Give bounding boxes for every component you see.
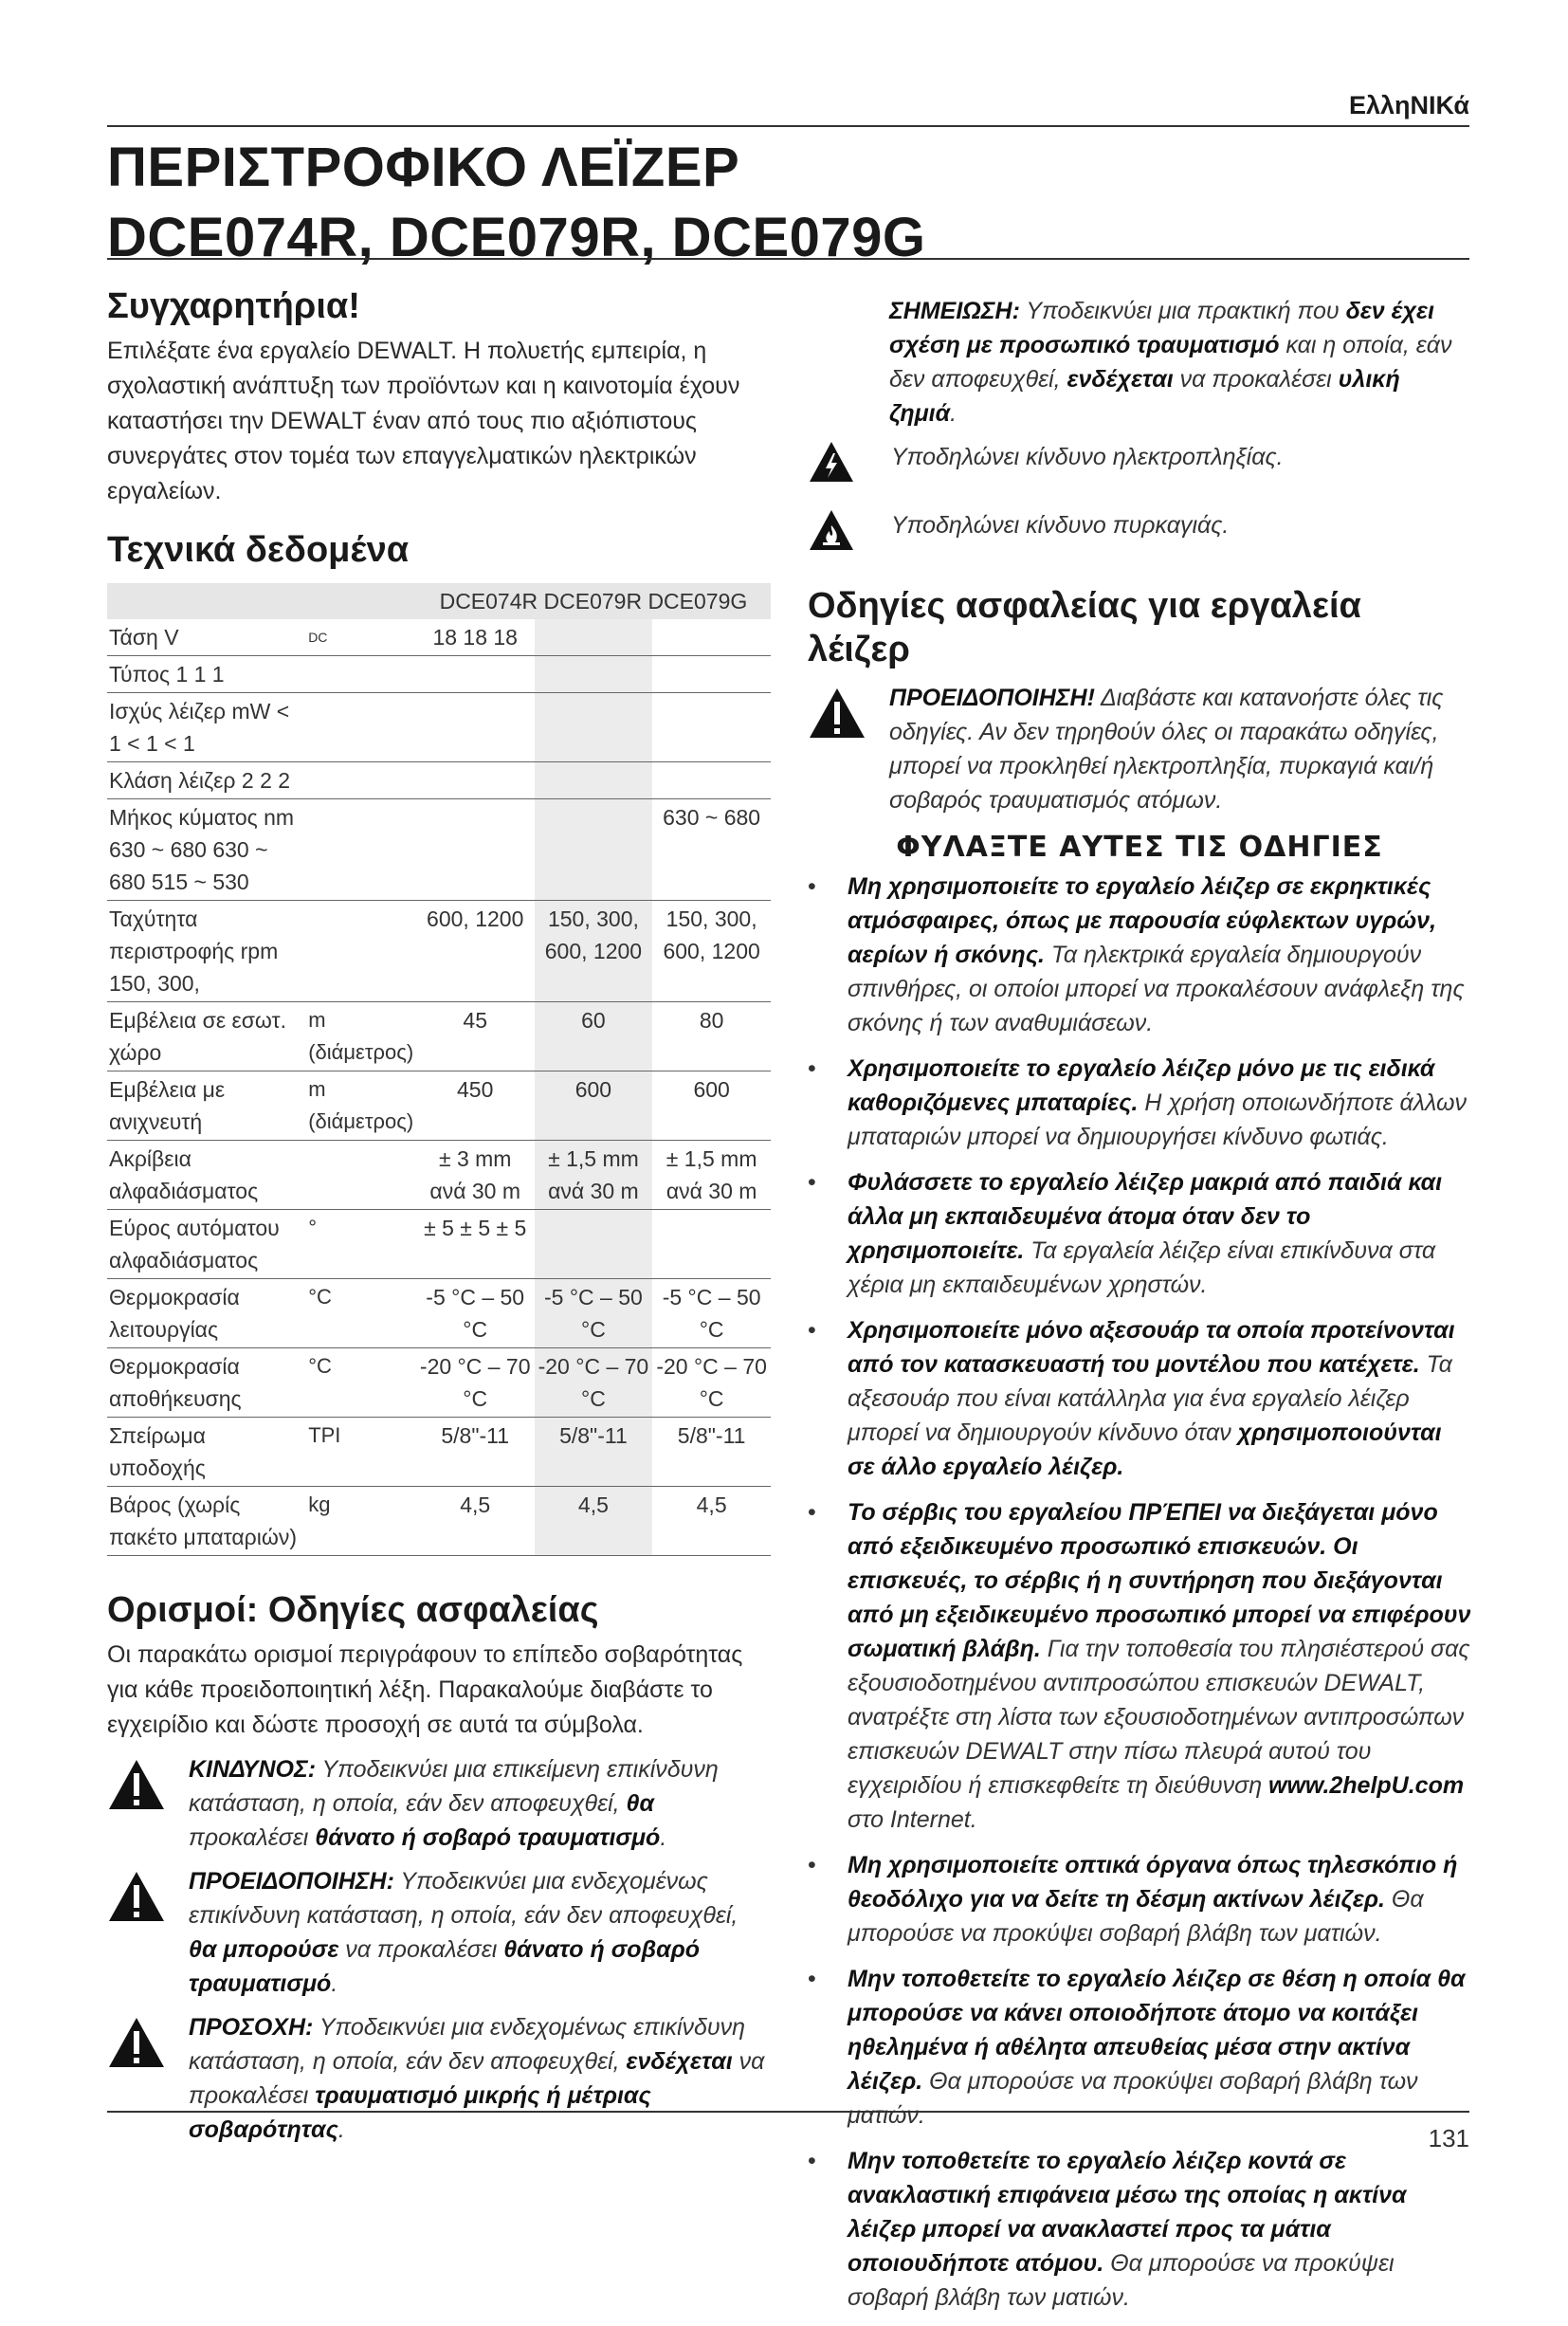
spec-cell: 45 — [416, 1002, 535, 1071]
page-number: 131 — [1428, 2124, 1469, 2152]
danger-text-1: Υποδεικνύει μια επικείμενη επικίνδυνη κατάσταση, η οποία, εάν δεν αποφευχθεί, — [189, 1756, 719, 1817]
bullet-text: Θα μπορούσε να προκύψει σοβαρή βλάβη των ματιών. — [848, 2068, 1418, 2129]
spec-cell: 60 — [535, 1002, 653, 1071]
safety-bullet — [808, 1052, 1471, 1154]
warning-text-1: Υποδεικνύει μια ενδεχομένως επικίνδυνη κατάσταση, η οποία, εάν δεν αποφευχθεί, — [189, 1868, 738, 1929]
warning-triangle-icon — [107, 1758, 166, 1821]
spec-cell: m (διάμετρος) — [306, 1071, 416, 1141]
laser-safety-list — [808, 870, 1471, 2315]
spec-cell: ° — [306, 1210, 416, 1279]
danger-text-2: προκαλέσει — [189, 1824, 316, 1851]
spec-cell: DC — [306, 619, 416, 656]
spec-cell: -20 °C – 70 °C — [535, 1348, 653, 1418]
spec-cell: Τάση V — [107, 619, 306, 656]
bullet-bold-text: Μη χρησιμοποιείτε το εργαλείο λέιζερ σε εκρηκτικές ατμόσφαιρες, όπως με παρουσία εύφλεκτων υγρών, αερίων ή σκόνης. — [848, 873, 1437, 968]
danger-bold-1: θα — [626, 1790, 654, 1817]
bullet-text: Θα μπορούσε να προκύψει σοβαρή βλάβη των ματιών. — [848, 2250, 1395, 2311]
bullet-text: Τα εργαλεία λέιζερ είναι επικίνδυνα στα χέρια μη εκπαιδευμένων χρηστών. — [848, 1237, 1436, 1298]
bullet-bold-text: Μην τοποθετείτε το εργαλείο λέιζερ κοντά σε ανακλαστική επιφάνεια μέσω της οποίας η ακτίνα λέιζερ μπορεί να ανακλαστεί προς τα μάτια οποιουδήποτε ατόμου. — [848, 2148, 1407, 2277]
left-column — [107, 284, 771, 2156]
intro-text: Επιλέξατε ένα εργαλείο DEWALT. Η πολυετής εμπειρία, η σχολαστική ανάπτυξη των προϊόντων και η καινοτομία έχουν καταστήσει την DEWALT έναν από τους πιο αξιόπιστους συνεργάτες στον τομέα των επαγγελματικών ηλεκτρικών εργαλείων. — [107, 338, 740, 504]
warning-text-3: . — [331, 1970, 338, 1997]
spec-cell — [535, 1210, 653, 1279]
caution-bold-1: ενδέχεται — [626, 2048, 733, 2075]
notice-text-3: να προκαλέσει — [1173, 366, 1339, 393]
spec-cell: m (διάμετρος) — [306, 1002, 416, 1071]
intro-heading: Συγχαρητήρια! — [107, 286, 360, 326]
spec-cell: Σπείρωμα υποδοχής — [107, 1418, 306, 1487]
right-column — [808, 284, 1471, 2326]
spec-cell: 150, 300, 600, 1200 — [652, 901, 771, 1002]
laser-warning-text: Διαβάστε και κατανοήστε όλες τις οδηγίες. Αν δεν τηρηθούν όλες οι παρακάτω οδηγίες, μπορεί να προκληθεί ηλεκτροπληξία, πυρκαγιά και/ή σοβαρός τραυματισμός ατόμων. — [889, 685, 1444, 814]
fire-symbol-text: Υποδηλώνει κίνδυνο πυρκαγιάς. — [891, 512, 1230, 539]
spec-row — [107, 1071, 771, 1141]
fire-symbol-item — [808, 508, 1471, 567]
caution-text-2: να προκαλέσει — [189, 2048, 765, 2109]
spec-cell: °C — [306, 1279, 416, 1348]
spec-cell: 450 — [416, 1071, 535, 1141]
spec-row — [107, 1279, 771, 1348]
definitions-heading: Ορισμοί: Οδηγίες ασφαλείας — [107, 1590, 599, 1630]
notice-text-4: . — [950, 400, 957, 427]
spec-cell — [535, 693, 653, 762]
spec-cell: Εμβέλεια σε εσωτ. χώρο — [107, 1002, 306, 1071]
caution-label: ΠΡΟΣΟΧΗ: — [189, 2014, 314, 2041]
spec-cell: 80 — [652, 1002, 771, 1071]
keep-instructions-heading: ΦΥΛΑΞΤΕ ΑΥΤΕΣ ΤΙΣ ΟΔΗΓΙΕΣ — [896, 831, 1383, 864]
notice-text-2: και η οποία, εάν δεν αποφευχθεί, — [889, 332, 1452, 393]
bullet-bold-text: χρησιμοποιούνται σε άλλο εργαλείο λέιζερ. — [848, 1419, 1442, 1480]
warning-triangle-icon — [808, 687, 866, 749]
spec-cell: 600, 1200 — [416, 901, 535, 1002]
spec-cell: -20 °C – 70 °C — [416, 1348, 535, 1418]
spec-cell: ± 1,5 mm ανά 30 m — [535, 1141, 653, 1210]
spec-cell: Εμβέλεια με ανιχνευτή — [107, 1071, 306, 1141]
footer-rule — [107, 2111, 1469, 2113]
spec-row — [107, 1418, 771, 1487]
bullet-bold-text: Φυλάσσετε το εργαλείο λέιζερ μακριά από παιδιά και άλλα μη εκπαιδευμένα άτομα όταν δεν το χρησιμοποιείτε. — [848, 1169, 1443, 1264]
spec-cell: Εύρος αυτόματου αλφαδιάσματος — [107, 1210, 306, 1279]
safety-bullet — [808, 2144, 1471, 2315]
bullet-text: στο Internet. — [848, 1806, 977, 1833]
spec-row — [107, 656, 771, 693]
bullet-text: Θα μπορούσε να προκύψει σοβαρή βλάβη των ματιών. — [848, 1886, 1424, 1947]
spec-cell: kg — [306, 1487, 416, 1556]
danger-definition — [107, 1752, 771, 1855]
language-label: ΕλληΝΙΚά — [1348, 91, 1469, 119]
spec-table — [107, 583, 771, 1556]
danger-text-3: . — [660, 1824, 667, 1851]
warning-bold-2: θάνατο ή σοβαρό τραυματισμό — [189, 1936, 701, 1997]
spec-cell — [416, 656, 535, 693]
spec-cell: Τύπος 1 1 1 — [107, 656, 306, 693]
caution-bold-2: τραυματισμό μικρής ή μέτριας σοβαρότητας — [189, 2082, 651, 2143]
spec-row — [107, 1210, 771, 1279]
spec-cell: -5 °C – 50 °C — [652, 1279, 771, 1348]
spec-cell — [416, 762, 535, 799]
spec-cell — [652, 619, 771, 656]
spec-cell: TPI — [306, 1418, 416, 1487]
spec-cell — [652, 693, 771, 762]
caution-text-3: . — [337, 2116, 345, 2143]
spec-cell — [652, 656, 771, 693]
spec-cell: 600 — [652, 1071, 771, 1141]
safety-bullet — [808, 1313, 1471, 1484]
spec-cell: °C — [306, 1348, 416, 1418]
laser-warning-label: ΠΡΟΕΙΔΟΠΟΙΗΣΗ! — [889, 685, 1095, 711]
safety-bullet — [808, 1165, 1471, 1302]
warning-definition — [107, 1864, 771, 2001]
bullet-bold-text: Μη χρησιμοποιείτε οπτικά όργανα όπως τηλεσκόπιο ή θεοδόλιχο για να δείτε τη δέσμη ακτίνων λέιζερ. — [848, 1852, 1458, 1913]
spec-cell: 5/8"-11 — [416, 1418, 535, 1487]
bullet-bold-text: Χρησιμοποιείτε το εργαλείο λέιζερ μόνο με τις ειδικά καθοριζόμενες μπαταρίες. — [848, 1055, 1435, 1116]
notice-definition — [808, 294, 1471, 430]
page-title — [107, 133, 1469, 273]
spec-cell: Κλάση λέιζερ 2 2 2 — [107, 762, 306, 799]
spec-cell: -5 °C – 50 °C — [416, 1279, 535, 1348]
spec-cell: Θερμοκρασία λειτουργίας — [107, 1279, 306, 1348]
spec-cell — [306, 799, 416, 901]
spec-row — [107, 1141, 771, 1210]
notice-bold-3: υλική ζημιά — [889, 366, 1400, 427]
warning-triangle-icon — [107, 1870, 166, 1932]
spec-cell — [416, 799, 535, 901]
caution-text-1: Υποδεικνύει μια ενδεχομένως επικίνδυνη κατάσταση, η οποία, εάν δεν αποφευχθεί, — [189, 2014, 746, 2075]
danger-label: ΚΙΝΔΥΝΟΣ: — [189, 1756, 317, 1783]
spec-cell: Ισχύς λέιζερ mW < 1 < 1 < 1 — [107, 693, 306, 762]
spec-cell: Βάρος (χωρίς πακέτο μπαταριών) — [107, 1487, 306, 1556]
title-line-1: ΠΕΡΙΣΤΡΟΦΙΚΟ ΛΕΪΖΕΡ — [107, 137, 740, 198]
electric-symbol-item — [808, 440, 1471, 499]
spec-row — [107, 762, 771, 799]
spec-row — [107, 1348, 771, 1418]
bullet-bold-text: Χρησιμοποιείτε μόνο αξεσουάρ τα οποία προτείνονται από τον κατασκευαστή του μοντέλου που κατέχετε. — [848, 1317, 1455, 1378]
tech-data-heading: Τεχνικά δεδομένα — [107, 530, 410, 570]
safety-bullet — [808, 1495, 1471, 1837]
spec-cell: ± 3 mm ανά 30 m — [416, 1141, 535, 1210]
spec-cell — [306, 762, 416, 799]
laser-safety-heading: Οδηγίες ασφαλείας για εργαλεία λέιζερ — [808, 586, 1361, 669]
spec-cell: ± 1,5 mm ανά 30 m — [652, 1141, 771, 1210]
electric-symbol-text: Υποδηλώνει κίνδυνο ηλεκτροπληξίας. — [891, 444, 1284, 470]
spec-cell — [306, 1141, 416, 1210]
warning-triangle-icon — [107, 2016, 166, 2079]
spec-cell — [306, 693, 416, 762]
bullet-bold-text: Μην τοποθετείτε το εργαλείο λέιζερ σε θέση η οποία θα μπορούσε να κάνει οποιοδήποτε άτομο να κοιτάξει ηθελημένα ή αθέλητα απευθείας μέσα στην ακτίνα λέιζερ. — [848, 1966, 1466, 2095]
spec-cell: 630 ~ 680 — [652, 799, 771, 901]
notice-text-1: Υποδεικνύει μια πρακτική που — [1019, 298, 1346, 324]
danger-bold-2: θάνατο ή σοβαρό τραυματισμό — [315, 1824, 661, 1851]
notice-bold-2: ενδέχεται — [1067, 366, 1174, 393]
safety-bullet — [808, 870, 1471, 1040]
bullet-text: Η χρήση οποιωνδήποτε άλλων μπαταριών μπορεί να δημιουργήσει κίνδυνο φωτιάς. — [848, 1090, 1467, 1150]
spec-cell: Ακρίβεια αλφαδιάσματος — [107, 1141, 306, 1210]
spec-cell — [535, 799, 653, 901]
spec-cell — [652, 762, 771, 799]
spec-row — [107, 619, 771, 656]
caution-definition — [107, 2010, 771, 2147]
spec-cell: 4,5 — [416, 1487, 535, 1556]
notice-bold-1: δεν έχει σχέση με προσωπικό τραυματισμό — [889, 298, 1434, 358]
spec-cell — [535, 762, 653, 799]
safety-bullet — [808, 1962, 1471, 2133]
spec-row — [107, 1487, 771, 1556]
bullet-bold-text: www.2helpU.com — [1268, 1772, 1465, 1799]
warning-label: ΠΡΟΕΙΔΟΠΟΙΗΣΗ: — [189, 1868, 394, 1895]
spec-cell: 4,5 — [535, 1487, 653, 1556]
spec-cell — [535, 656, 653, 693]
spec-cell: Μήκος κύματος nm 630 ~ 680 630 ~ 680 515 ~ 530 — [107, 799, 306, 901]
spec-header-models: DCE074R DCE079R DCE079G — [416, 583, 771, 619]
spec-cell — [652, 1210, 771, 1279]
spec-header-row — [107, 583, 771, 619]
spec-cell: 5/8"-11 — [652, 1418, 771, 1487]
warning-bold-1: θα μπορούσε — [189, 1936, 339, 1963]
spec-row — [107, 799, 771, 901]
notice-label: ΣΗΜΕΙΩΣΗ: — [889, 298, 1020, 324]
bullet-bold-text: Το σέρβις του εργαλείου ΠΡΈΠΕΙ να διεξάγεται μόνο από εξειδικευμένο προσωπικό επισκευών. Οι επισκευές, το σέρβις ή η συντήρηση που διεξάγονται από μη εξειδικευμένο προσωπικό μπορεί να επιφέρουν σωματική βλάβη. — [848, 1499, 1471, 1662]
spec-cell: 150, 300, 600, 1200 — [535, 901, 653, 1002]
bullet-text: Για την τοποθεσία του πλησιέστερού σας εξουσιοδοτημένου αντιπροσώπου επισκευών DEWALT, ανατρέξτε στη λίστα των εξουσιοδοτημένων αντιπροσώπων επισκευών DEWALT στην πίσω πλευρά αυτού του εγχειριδίου ή επισκεφθείτε τη διεύθυνση — [848, 1636, 1470, 1799]
bullet-text: Τα ηλεκτρικά εργαλεία δημιουργούν σπινθήρες, οι οποίοι μπορεί να προκαλέσουν ανάφλεξη της σκόνης ή των αναθυμιάσεων. — [848, 942, 1465, 1036]
spec-row — [107, 693, 771, 762]
laser-warning — [808, 681, 1471, 817]
spec-cell: Ταχύτητα περιστροφής rpm 150, 300, — [107, 901, 306, 1002]
spec-cell: 600 — [535, 1071, 653, 1141]
spec-cell: Θερμοκρασία αποθήκευσης — [107, 1348, 306, 1418]
spec-cell: -20 °C – 70 °C — [652, 1348, 771, 1418]
spec-cell — [535, 619, 653, 656]
title-line-2: DCE074R, DCE079R, DCE079G — [107, 207, 926, 268]
spec-cell — [306, 901, 416, 1002]
title-rule — [107, 258, 1469, 260]
bullet-text: Τα αξεσουάρ που είναι κατάλληλα για ένα εργαλείο λέιζερ μπορεί να δημιουργούν κίνδυνο όταν — [848, 1351, 1452, 1446]
spec-row — [107, 901, 771, 1002]
spec-cell: -5 °C – 50 °C — [535, 1279, 653, 1348]
fire-icon — [808, 508, 855, 561]
header-rule — [107, 125, 1469, 127]
spec-cell: 5/8"-11 — [535, 1418, 653, 1487]
spec-cell — [416, 693, 535, 762]
spec-cell: 18 18 18 — [416, 619, 535, 656]
safety-bullet — [808, 1848, 1471, 1951]
spec-cell: ± 5 ± 5 ± 5 — [416, 1210, 535, 1279]
spec-row — [107, 1002, 771, 1071]
spec-cell — [306, 656, 416, 693]
spec-cell: 4,5 — [652, 1487, 771, 1556]
definitions-text: Οι παρακάτω ορισμοί περιγράφουν το επίπεδο σοβαρότητας για κάθε προειδοποιητική λέξη. Παρακαλούμε διαβάστε το εγχειρίδιο και δώστε προσοχή σε αυτά τα σύμβολα. — [107, 1641, 743, 1738]
warning-text-2: να προκαλέσει — [338, 1936, 504, 1963]
electric-shock-icon — [808, 440, 855, 493]
